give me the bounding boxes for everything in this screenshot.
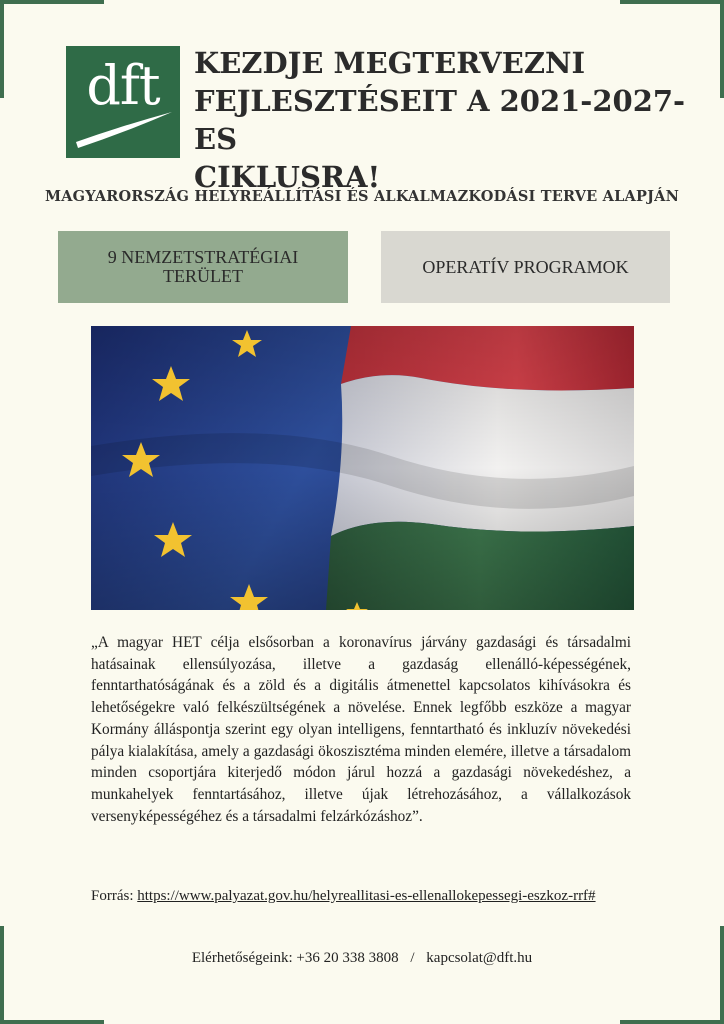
het-quote: „A magyar HET célja elsősorban a koronavírus járvány gazdasági és társadalmi hatásainak ellensúlyozása, illetve a gazdaság ellenálló-képességének, fenntarthatóságának és a zöld és a digitális átmenettel kapcsolatos kihívásokra és lehetőségekre való felkészültségének a növelése. Ennek legfőbb eszköze a magyar Kormány álláspontja szerint egy olyan intelligens, fenntartható és inkluzív növekedési pálya kialakítása, amely a gazdasági ökoszisztéma minden elemére, illetve a társadalom minden csoportjára kiterjedő módon járul hozzá a gazdasági növekedéshez, a munkahelyek fenntartásához, illetve újak létrehozásához, a vállalkozások versenyképességéhez és a társadalmi felzárkózáshoz”. — [91, 634, 631, 825]
dft-logo — [66, 46, 180, 158]
corner-decoration-top-right — [720, 0, 724, 98]
page-headline — [194, 44, 694, 196]
contact-line — [0, 950, 724, 967]
corner-decoration-bottom-left — [0, 1020, 104, 1024]
contact-email[interactable]: kapcsolat@dft.hu — [426, 950, 533, 966]
headline-line-3: CIKLUSRA! — [194, 160, 381, 194]
source-link[interactable]: https://www.palyazat.gov.hu/helyreallitasi-es-ellenallokepessegi-eszkoz-rrf# — [137, 888, 596, 904]
source-line — [91, 888, 651, 905]
corner-decoration-bottom-right — [720, 926, 724, 1024]
corner-decoration-bottom-left — [0, 926, 4, 1024]
corner-decoration-top-left — [0, 0, 4, 98]
eu-hungary-flag-image — [91, 326, 634, 610]
corner-decoration-top-right — [620, 0, 724, 4]
headline-line-1: KEZDJE MEGTERVEZNI — [194, 46, 586, 80]
box-left-line-1: 9 NEMZETSTRATÉGIAI — [107, 247, 299, 267]
contact-label: Elérhetőségeink: — [191, 950, 293, 966]
box-left-line-2: TERÜLET — [163, 266, 243, 286]
nemzetstrategiai-terulet-box — [58, 231, 348, 303]
contact-separator: / — [410, 950, 415, 966]
logo-text: dft — [86, 54, 160, 117]
flag-illustration — [91, 326, 634, 610]
logo-swoosh-icon — [66, 46, 180, 158]
contact-phone: +36 20 338 3808 — [296, 950, 399, 966]
box-right-label: OPERATÍV PROGRAMOK — [422, 256, 629, 277]
headline-line-2: FEJLESZTÉSEIT A 2021-2027-ES — [194, 84, 686, 156]
source-label: Forrás: — [91, 888, 134, 904]
corner-decoration-bottom-right — [620, 1020, 724, 1024]
page-subtitle: MAGYARORSZÁG HELYREÁLLÍTÁSI ÉS ALKALMAZKODÁSI TERVE ALAPJÁN — [44, 188, 680, 205]
corner-decoration-top-left — [0, 0, 104, 4]
operativ-programok-box — [381, 231, 670, 303]
